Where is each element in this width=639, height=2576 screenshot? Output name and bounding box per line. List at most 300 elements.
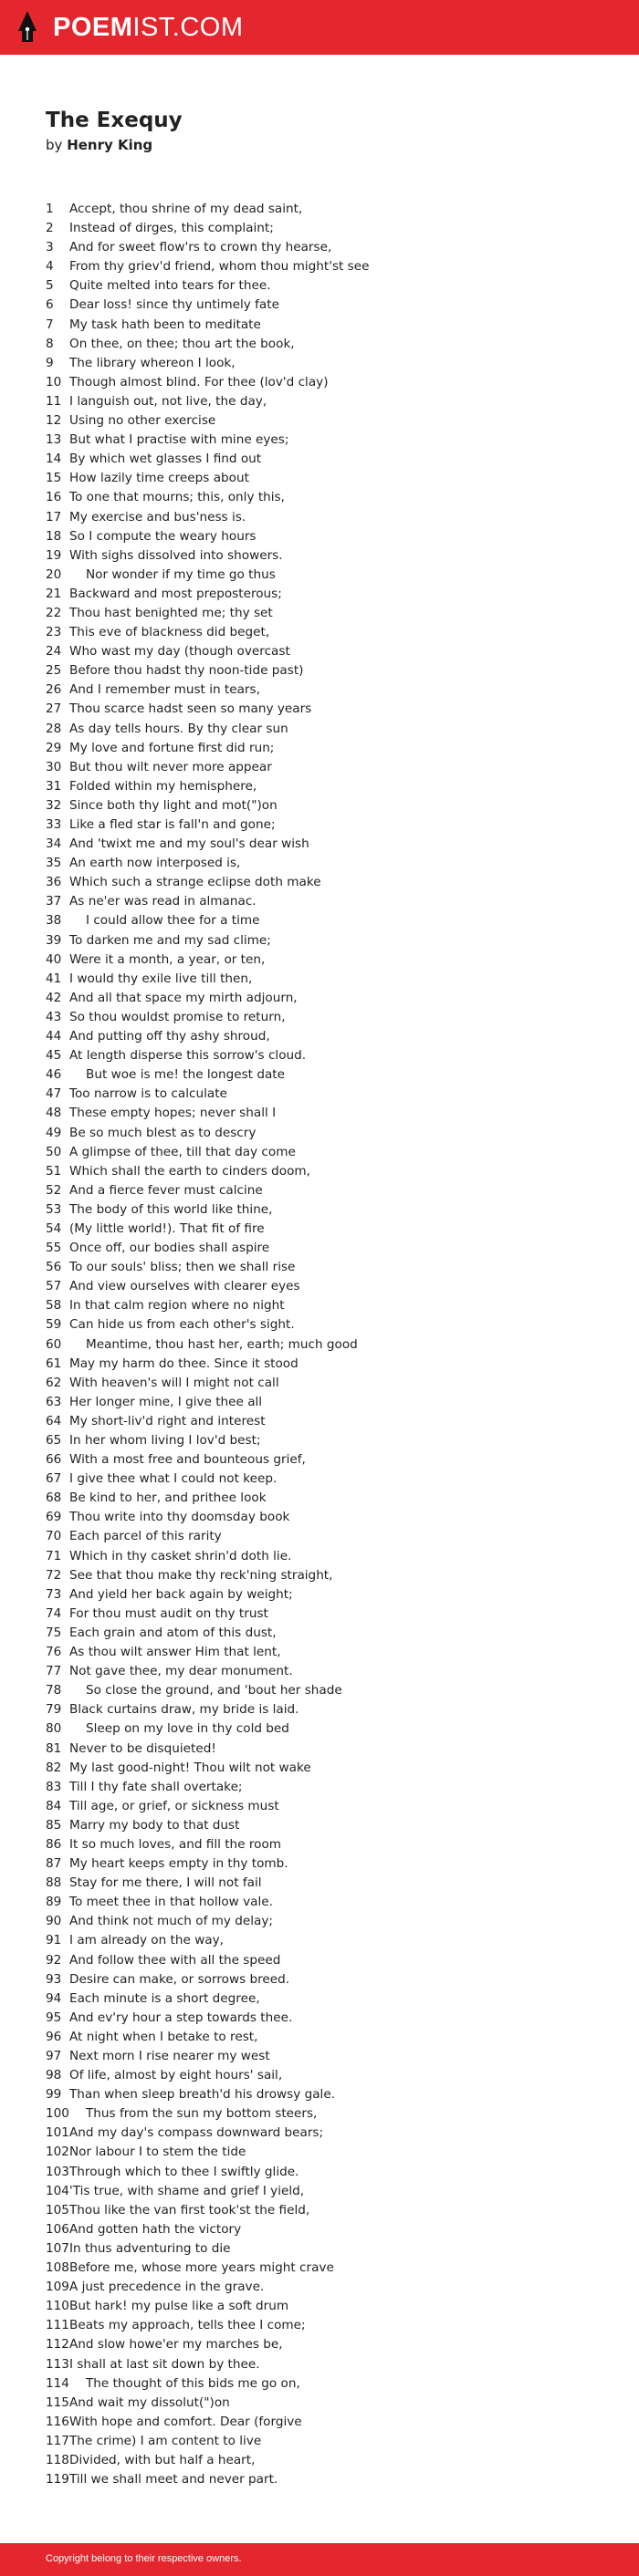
line-number: 8 <box>46 336 54 351</box>
line-number: 77 <box>46 1664 62 1679</box>
poem-line <box>46 2009 630 2028</box>
line-text: And 'twixt me and my soul's dear wish <box>69 836 309 852</box>
line-number: 57 <box>46 1279 62 1294</box>
line-text: Marry my body to that dust <box>69 1817 240 1833</box>
line-number: 2 <box>46 221 54 236</box>
site-header <box>0 0 639 55</box>
line-number: 90 <box>46 1914 62 1929</box>
line-number: 29 <box>46 740 62 755</box>
poem-line <box>46 2201 630 2220</box>
line-number: 103 <box>46 2164 69 2179</box>
line-number: 111 <box>46 2318 69 2333</box>
line-text: Thus from the sun my bottom steers, <box>86 2106 318 2122</box>
poem-line <box>46 335 630 354</box>
line-number: 107 <box>46 2240 69 2256</box>
line-number: 63 <box>46 1394 62 1409</box>
line-text: As day tells hours. By thy clear sun <box>69 721 288 736</box>
poem-line <box>46 2047 630 2066</box>
poem-line <box>46 316 630 335</box>
line-text: But woe is me! the longest date <box>86 1067 285 1083</box>
poem-line <box>46 2085 630 2104</box>
poem-line <box>46 1143 630 1162</box>
line-text: And all that space my mirth adjourn, <box>69 990 298 1005</box>
line-number: 49 <box>46 1125 62 1140</box>
line-number: 9 <box>46 355 54 370</box>
line-text: But hark! my pulse like a soft drum <box>69 2299 289 2314</box>
line-text: I languish out, not live, the day, <box>69 393 267 409</box>
poem-line <box>46 1296 630 1315</box>
poem-line <box>46 1489 630 1508</box>
line-number: 119 <box>46 2472 69 2488</box>
line-text: My last good-night! Thou wilt not wake <box>69 1760 311 1775</box>
line-text: Her longer mine, I give thee all <box>69 1394 263 1409</box>
line-text: To one that mourns; this, only this, <box>69 490 285 505</box>
line-number: 91 <box>46 1933 62 1948</box>
line-number: 27 <box>46 701 62 717</box>
line-number: 58 <box>46 1298 62 1314</box>
line-text: The body of this world like thine, <box>69 1201 273 1217</box>
poem-line <box>46 2451 630 2470</box>
line-number: 87 <box>46 1856 62 1872</box>
line-number: 36 <box>46 875 62 890</box>
line-number: 118 <box>46 2452 69 2467</box>
line-number: 98 <box>46 2068 62 2083</box>
poem-line <box>46 1740 630 1759</box>
line-text: The crime) I am content to live <box>69 2433 262 2448</box>
poem-line <box>46 720 630 739</box>
poem-line <box>46 1470 630 1489</box>
poem-line <box>46 2104 630 2124</box>
line-number: 20 <box>46 566 62 582</box>
poem-line <box>46 1220 630 1239</box>
line-text: This eve of blackness did beget, <box>69 625 270 640</box>
poem-line <box>46 1681 630 1700</box>
line-text: Quite melted into tears for thee. <box>69 278 271 294</box>
poem-line <box>46 661 630 680</box>
line-number: 52 <box>46 1182 62 1198</box>
line-text: Can hide us from each other's sight. <box>69 1317 295 1333</box>
line-number: 100 <box>46 2106 69 2122</box>
poem-line <box>46 1624 630 1643</box>
poem-title: The Exequy <box>46 109 183 132</box>
poem-line <box>46 1797 630 1816</box>
line-text: From thy griev'd friend, whom thou might'st see <box>69 259 370 275</box>
line-text: Stay for me there, I will not fail <box>69 1875 262 1891</box>
line-number: 64 <box>46 1413 62 1428</box>
line-text: Backward and most preposterous; <box>69 586 282 601</box>
line-number: 53 <box>46 1201 62 1217</box>
poem-line <box>46 1662 630 1681</box>
line-number: 13 <box>46 432 62 448</box>
poem-line <box>46 2413 630 2432</box>
line-number: 15 <box>46 471 62 486</box>
line-text: And ev'ry hour a step towards thee. <box>69 2010 293 2025</box>
poem-line <box>46 354 630 373</box>
line-text: A glimpse of thee, till that day come <box>69 1144 296 1159</box>
poem-line <box>46 546 630 566</box>
poem-line <box>46 2316 630 2335</box>
line-number: 47 <box>46 1086 62 1102</box>
poem-line <box>46 1605 630 1624</box>
poem-line <box>46 392 630 411</box>
line-text: Till we shall meet and never part. <box>69 2472 278 2488</box>
line-text: And putting off thy ashy shroud, <box>69 1029 270 1044</box>
line-text: In her whom living I lov'd best; <box>69 1433 261 1448</box>
line-number: 85 <box>46 1817 62 1833</box>
line-number: 43 <box>46 1009 62 1024</box>
line-text: Be so much blest as to descry <box>69 1125 257 1140</box>
line-text: An earth now interposed is, <box>69 856 241 871</box>
poem-line <box>46 508 630 527</box>
poem-line <box>46 1355 630 1374</box>
line-text: By which wet glasses I find out <box>69 452 262 467</box>
poem-line <box>46 2182 630 2201</box>
line-number: 101 <box>46 2125 69 2141</box>
poem-line <box>46 2163 630 2182</box>
poem-line <box>46 469 630 488</box>
line-text: And think not much of my delay; <box>69 1914 274 1929</box>
line-text: Once off, our bodies shall aspire <box>69 1241 270 1256</box>
poem-line <box>46 700 630 719</box>
line-text: With a most free and bounteous grief, <box>69 1452 306 1468</box>
poem-line <box>46 1854 630 1874</box>
line-number: 86 <box>46 1836 62 1852</box>
poem-line <box>46 1027 630 1046</box>
poem-line <box>46 1104 630 1123</box>
line-text: And for sweet flow'rs to crown thy hearse, <box>69 240 332 255</box>
poem-author[interactable]: Henry King <box>67 137 153 153</box>
line-text: My love and fortune first did run; <box>69 740 275 755</box>
line-text: To our souls' bliss; then we shall rise <box>69 1260 296 1275</box>
line-number: 66 <box>46 1452 62 1468</box>
line-number: 93 <box>46 1971 62 1987</box>
line-number: 25 <box>46 663 62 679</box>
poem-line <box>46 200 630 219</box>
line-number: 97 <box>46 2049 62 2063</box>
poem-line <box>46 2124 630 2143</box>
line-text: See that thou make thy reck'ning straight, <box>69 1567 333 1583</box>
line-number: 46 <box>46 1067 62 1083</box>
line-number: 102 <box>46 2145 69 2160</box>
line-number: 61 <box>46 1356 62 1371</box>
poem-body <box>46 200 630 2489</box>
poem-line <box>46 411 630 431</box>
line-text: Instead of dirges, this complaint; <box>69 221 274 236</box>
line-text: Which in thy casket shrin'd doth lie. <box>69 1548 292 1563</box>
line-number: 108 <box>46 2260 69 2276</box>
line-text: But thou wilt never more appear <box>69 759 272 774</box>
poem-line <box>46 2470 630 2489</box>
poem-line <box>46 950 630 970</box>
poem-line <box>46 1508 630 1527</box>
line-text: Folded within my hemisphere, <box>69 778 257 794</box>
poem-line <box>46 238 630 257</box>
poem-line <box>46 815 630 835</box>
line-text: These empty hopes; never shall I <box>69 1106 277 1121</box>
line-text: Desire can make, or sorrows breed. <box>69 1971 290 1987</box>
line-number: 5 <box>46 278 54 294</box>
poem-line <box>46 1527 630 1546</box>
poem-line <box>46 854 630 873</box>
poem-line <box>46 892 630 911</box>
line-number: 89 <box>46 1895 62 1910</box>
poem-line <box>46 1816 630 1835</box>
poem-line <box>46 1315 630 1335</box>
line-number: 31 <box>46 778 62 794</box>
line-text: Each parcel of this rarity <box>69 1529 222 1544</box>
line-text: With heaven's will I might not call <box>69 1375 279 1390</box>
poem-line <box>46 2066 630 2085</box>
line-number: 106 <box>46 2221 69 2237</box>
poem-line <box>46 989 630 1008</box>
poem-line <box>46 1759 630 1778</box>
poem-line <box>46 431 630 450</box>
line-text: Nor labour I to stem the tide <box>69 2145 246 2160</box>
line-number: 76 <box>46 1645 62 1660</box>
line-text: With hope and comfort. Dear (forgive <box>69 2414 302 2429</box>
poem-line <box>46 835 630 854</box>
poem-line <box>46 219 630 238</box>
line-number: 10 <box>46 374 62 390</box>
line-text: Which shall the earth to cinders doom, <box>69 1163 310 1179</box>
line-text: Of life, almost by eight hours' sail, <box>69 2068 283 2083</box>
line-text: Sleep on my love in thy cold bed <box>86 1721 289 1737</box>
line-number: 81 <box>46 1740 62 1756</box>
line-text: 'Tis true, with shame and grief I yield, <box>69 2183 305 2198</box>
line-text: And a fierce fever must calcine <box>69 1182 263 1198</box>
brand-light: IST.COM <box>132 13 244 42</box>
line-text: Black curtains draw, my bride is laid. <box>69 1702 299 1718</box>
line-number: 95 <box>46 2010 62 2025</box>
site-logo[interactable] <box>53 13 244 42</box>
poem-line <box>46 604 630 623</box>
line-number: 40 <box>46 951 62 967</box>
line-text: At length disperse this sorrow's cloud. <box>69 1048 307 1064</box>
line-number: 84 <box>46 1798 62 1813</box>
line-text: I would thy exile live till then, <box>69 971 253 986</box>
line-number: 94 <box>46 1990 62 2006</box>
line-number: 68 <box>46 1491 62 1506</box>
line-text: In thus adventuring to die <box>69 2240 231 2256</box>
poem-line <box>46 257 630 276</box>
line-number: 116 <box>46 2414 69 2429</box>
line-number: 41 <box>46 971 62 986</box>
line-number: 26 <box>46 682 62 698</box>
line-number: 51 <box>46 1163 62 1179</box>
line-text: (My little world!). That fit of fire <box>69 1220 265 1236</box>
poem-line <box>46 2374 630 2394</box>
poem-line <box>46 2028 630 2047</box>
line-text: I shall at last sit down by thee. <box>69 2356 260 2372</box>
line-text: And I remember must in tears, <box>69 682 260 698</box>
line-number: 19 <box>46 547 62 563</box>
line-text: Divided, with but half a heart, <box>69 2452 256 2467</box>
line-number: 24 <box>46 644 62 660</box>
poem-line <box>46 1893 630 1912</box>
poem-line <box>46 1951 630 1970</box>
line-number: 21 <box>46 586 62 601</box>
line-text: Never to be disquieted! <box>69 1740 216 1756</box>
line-text: And wait my dissolut(")on <box>69 2394 230 2410</box>
copyright-notice: Copyright belong to their respective owners. <box>46 2553 242 2564</box>
poem-line <box>46 2355 630 2374</box>
line-text: My short-liv'd right and interest <box>69 1413 266 1428</box>
line-text: Dear loss! since thy untimely fate <box>69 297 279 313</box>
line-text: My heart keeps empty in thy tomb. <box>69 1856 288 1872</box>
line-number: 17 <box>46 509 62 525</box>
poem-line <box>46 488 630 507</box>
line-number: 22 <box>46 605 62 620</box>
line-text: At night when I betake to rest, <box>69 2029 258 2044</box>
line-number: 62 <box>46 1375 62 1390</box>
poem-line <box>46 2278 630 2297</box>
line-number: 79 <box>46 1702 62 1718</box>
poem-line <box>46 911 630 930</box>
poem-line <box>46 585 630 604</box>
line-text: It so much loves, and fill the room <box>69 1836 282 1852</box>
line-text: To darken me and my sad clime; <box>69 932 271 948</box>
line-text: Not gave thee, my dear monument. <box>69 1664 293 1679</box>
poem-line <box>46 1970 630 1989</box>
line-text: I am already on the way, <box>69 1933 225 1948</box>
poem-line <box>46 1874 630 1893</box>
poem-line <box>46 1200 630 1220</box>
line-text: With sighs dissolved into showers. <box>69 547 283 563</box>
line-number: 11 <box>46 393 62 409</box>
line-text: So close the ground, and 'bout her shade <box>86 1683 342 1698</box>
line-text: Like a fled star is fall'n and gone; <box>69 817 276 832</box>
line-number: 1 <box>46 202 54 216</box>
line-number: 16 <box>46 490 62 505</box>
line-text: Be kind to her, and prithee look <box>69 1491 267 1506</box>
line-text: Thou scarce hadst seen so many years <box>69 701 312 717</box>
line-text: Each grain and atom of this dust, <box>69 1625 277 1640</box>
poem-line <box>46 739 630 758</box>
poem-line <box>46 276 630 296</box>
line-number: 18 <box>46 528 62 544</box>
line-number: 105 <box>46 2202 69 2218</box>
line-number: 23 <box>46 625 62 640</box>
poem-line <box>46 1046 630 1065</box>
line-text: Which such a strange eclipse doth make <box>69 875 321 890</box>
line-number: 69 <box>46 1510 62 1525</box>
line-number: 80 <box>46 1721 62 1737</box>
poem-line <box>46 1258 630 1277</box>
poem-line <box>46 1124 630 1143</box>
poem-line <box>46 1643 630 1662</box>
poem-line <box>46 1393 630 1412</box>
line-text: And my day's compass downward bears; <box>69 2125 324 2141</box>
line-text: Till age, or grief, or sickness must <box>69 1798 279 1813</box>
poem-line <box>46 1239 630 1258</box>
poem-line <box>46 373 630 392</box>
line-number: 56 <box>46 1260 62 1275</box>
line-text: As ne'er was read in almanac. <box>69 894 257 909</box>
line-number: 28 <box>46 721 62 736</box>
line-number: 113 <box>46 2356 69 2372</box>
line-text: Using no other exercise <box>69 413 216 429</box>
poem-line <box>46 1835 630 1854</box>
line-text: Meantime, thou hast her, earth; much good <box>86 1336 358 1352</box>
line-text: My task hath been to meditate <box>69 317 261 332</box>
line-text: Too narrow is to calculate <box>69 1086 227 1102</box>
line-text: Through which to thee I swiftly glide. <box>69 2164 299 2179</box>
poem-line <box>46 1931 630 1950</box>
line-number: 50 <box>46 1144 62 1159</box>
line-text: May my harm do thee. Since it stood <box>69 1356 299 1371</box>
poem-line <box>46 1912 630 1931</box>
poem-line <box>46 1450 630 1470</box>
line-number: 99 <box>46 2087 62 2103</box>
line-text: So I compute the weary hours <box>69 528 257 544</box>
poem-line <box>46 1374 630 1393</box>
line-text: And slow howe'er my marches be, <box>69 2337 283 2353</box>
line-number: 96 <box>46 2029 62 2044</box>
poem-line <box>46 2143 630 2162</box>
line-text: The library whereon I look, <box>69 355 236 370</box>
line-number: 110 <box>46 2299 69 2314</box>
poem-line <box>46 931 630 950</box>
line-number: 67 <box>46 1471 62 1487</box>
poem-line <box>46 1719 630 1739</box>
poem-line <box>46 296 630 315</box>
poem-line <box>46 777 630 796</box>
line-text: For thou must audit on thy trust <box>69 1605 268 1621</box>
poem-line <box>46 527 630 546</box>
poem-line <box>46 1065 630 1085</box>
poem-line <box>46 1585 630 1605</box>
poem-line <box>46 2220 630 2239</box>
line-number: 72 <box>46 1567 62 1583</box>
line-text: Each minute is a short degree, <box>69 1990 260 2006</box>
line-text: Nor wonder if my time go thus <box>86 566 276 582</box>
poem-line <box>46 2297 630 2316</box>
poem-line <box>46 680 630 700</box>
line-number: 33 <box>46 817 62 832</box>
line-text: Were it a month, a year, or ten, <box>69 951 266 967</box>
line-number: 92 <box>46 1952 62 1968</box>
poem-line <box>46 642 630 661</box>
poem-byline <box>46 136 152 154</box>
poem-line <box>46 1778 630 1797</box>
poem-line <box>46 623 630 642</box>
line-number: 88 <box>46 1875 62 1891</box>
line-number: 70 <box>46 1529 62 1544</box>
line-number: 37 <box>46 894 62 909</box>
line-number: 60 <box>46 1336 62 1352</box>
fountain-pen-nib-icon[interactable] <box>16 9 38 46</box>
poem-line <box>46 1547 630 1566</box>
line-number: 109 <box>46 2280 69 2295</box>
line-number: 34 <box>46 836 62 852</box>
poem-line <box>46 450 630 469</box>
line-text: I could allow thee for a time <box>86 913 260 929</box>
line-number: 38 <box>46 913 62 929</box>
line-text: As thou wilt answer Him that lent, <box>69 1645 281 1660</box>
poem-line <box>46 1700 630 1719</box>
line-text: Who wast my day (though overcast <box>69 644 290 660</box>
line-text: To meet thee in that hollow vale. <box>69 1895 273 1910</box>
line-number: 82 <box>46 1760 62 1775</box>
line-number: 74 <box>46 1605 62 1621</box>
line-number: 7 <box>46 317 54 332</box>
line-number: 14 <box>46 452 62 467</box>
line-text: And yield her back again by weight; <box>69 1586 293 1602</box>
line-text: And gotten hath the victory <box>69 2221 242 2237</box>
poem-line <box>46 1085 630 1104</box>
line-text: And follow thee with all the speed <box>69 1952 281 1968</box>
poem-line <box>46 1008 630 1027</box>
